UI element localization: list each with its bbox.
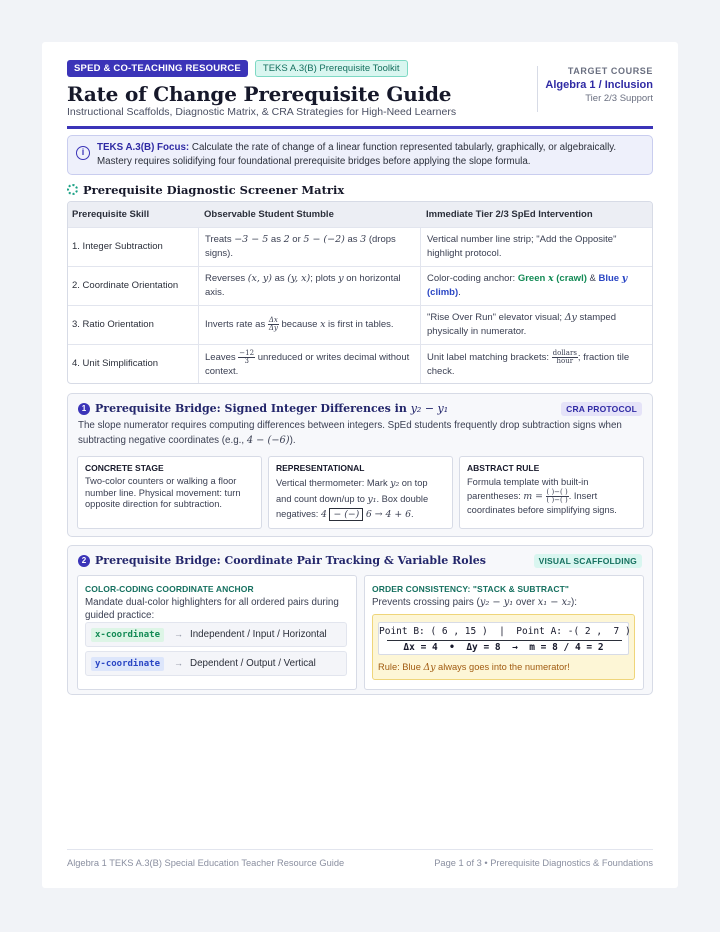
text: . Insert coordinates before simplifying signs. [467,490,617,515]
focus-body: Calculate the rate of change of a linear function represented tabularly, graphically, or algebraically. Mastery requires solidifying four foundational prerequisite bridges before applying the slope formula. [97,142,617,167]
numerator: dollars [552,349,577,357]
numerator: ( )−( ) [546,488,568,496]
text: Unit label matching brackets: [427,352,552,364]
target-label: TARGET COURSE [567,66,653,76]
math: 3 [360,234,367,245]
text: ; plots [310,273,339,284]
skill-cell: 3. Ratio Orientation [72,319,154,330]
table-row [68,305,652,344]
stumble-cell [198,267,420,305]
math: x₁ − x₂ [537,597,572,608]
step-number: 2 [78,555,90,567]
text: always goes into the numerator! [435,662,570,672]
target-course-block [537,66,653,112]
page-title: Rate of Change Prerequisite Guide [67,82,452,106]
text: because [278,319,321,331]
math: 6 → 4 + 6 [365,509,412,520]
intervention-cell [420,267,652,305]
denominator: 3 [244,357,249,365]
stumble-cell [198,306,420,344]
text: unreduced or writes decimal without context. [205,352,410,378]
blue-label: Blue [598,273,622,284]
denominator: hour [556,357,574,365]
text: & [586,273,599,284]
focus-label: TEKS A.3(B) Focus: [97,142,190,153]
text: Formula template with built-in parentheses: [467,477,589,501]
intervention-cell [420,345,652,383]
math: y₁ [367,493,377,505]
bridge-2-title [78,554,486,567]
bridge-2-card [67,545,653,695]
text: The slope numerator requires computing differences between integers. SpEd students frequently drop subtraction signs when subtracting negative coordinates (e.g., [78,420,622,446]
rule-note [378,662,570,673]
bridge-2-title-text: Prerequisite Bridge: Coordinate Pair Tracking & Variable Roles [95,554,486,567]
intervention-cell [420,306,652,344]
text: Treats [205,234,235,245]
blue-label: (climb) [427,287,459,298]
worked-example-box [372,614,635,680]
math: 2 [283,234,290,245]
denominator: ( )−( ) [546,496,568,504]
target-icon [67,184,78,195]
skill-cell: 2. Coordinate Orientation [72,280,179,291]
target-course: Algebra 1 / Inclusion [545,79,653,91]
matrix-header [68,202,652,227]
text: "Rise Over Run" elevator visual; [427,312,565,323]
fraction [546,489,569,504]
numerator: Δx [268,316,278,324]
stack-subtract-panel [364,575,644,690]
panel-body [372,597,577,610]
col-intervention: Immediate Tier 2/3 SpEd Intervention [426,209,593,220]
panel-heading: COLOR-CODING COORDINATE ANCHOR [85,584,254,594]
math: y₂ [390,478,400,489]
y-coordinate-label: Dependent / Output / Vertical [190,658,316,669]
bridge-1-title [78,402,448,415]
math: 5 − (−2) [303,234,345,245]
stumble-cell [198,228,420,266]
divider [387,640,622,641]
footer-right: Page 1 of 3 • Prerequisite Diagnostics & Foundations [434,858,653,868]
math: x [547,273,554,284]
footer-left: Algebra 1 TEKS A.3(B) Special Education Teacher Resource Guide [67,858,345,868]
teks-badge: TEKS A.3(B) Prerequisite Toolkit [255,60,408,77]
stacked-points [378,622,629,655]
focus-text [97,141,647,168]
col-skill: Prerequisite Skill [72,209,150,220]
math: x [320,319,326,331]
representational-stage-card [268,456,453,529]
text: Vertical thermometer: Mark [276,478,391,488]
x-coordinate-row [85,622,347,647]
table-row [68,344,652,383]
bridge-1-card [67,393,653,537]
denominator: Δy [268,324,278,332]
screener-title-text: Prerequisite Diagnostic Screener Matrix [83,183,345,197]
math: y [338,273,344,284]
text: or [289,234,304,245]
concrete-stage-card [77,456,262,529]
math: (x, y) [247,273,272,284]
screener-title [67,183,344,197]
bridge-1-description [78,419,644,448]
skill-cell: 4. Unit Simplification [72,358,159,369]
y-coordinate-row [85,651,347,676]
stage-heading: REPRESENTATIONAL [276,463,365,473]
screener-matrix [67,201,653,384]
col-stumble: Observable Student Stumble [204,209,334,220]
fraction [552,350,578,365]
title-math: y₂ − y₁ [410,402,449,415]
text: Rule: Blue [378,662,424,672]
abstract-rule-card [459,456,644,529]
math: y₂ − y₁ [479,597,514,608]
stage-body: Two-color counters or walking a floor number line. Physical movement: turn opposite direction for subtraction. [85,476,241,509]
text: is first in tables. [325,319,394,331]
green-label: Green [517,273,548,284]
text: over [513,597,538,608]
y-coordinate-chip: y-coordinate [91,657,164,671]
footer-divider [67,849,653,850]
numerator: −12 [239,349,255,357]
math: m = [523,490,543,502]
skill-cell: 1. Integer Subtraction [72,241,163,252]
math: 4 [320,509,327,520]
stage-body [467,476,636,517]
text: ; fraction tile check. [427,352,630,378]
slope-result-line: Δx = 4 • Δy = 8 → m = 8 / 4 = 2 [403,642,604,653]
stumble-cell [198,345,420,383]
fraction [268,317,279,332]
text: ): [571,597,578,608]
stage-heading: CONCRETE STAGE [85,463,164,473]
text: Prevents crossing pairs ( [372,597,480,608]
text: Reverses [205,273,248,284]
math: (y, x) [287,273,311,284]
stacked-points-line: Point B: ( 6 , 15 ) | Point A: -( 2 , 7 ) [379,626,631,637]
header [67,60,653,128]
cra-protocol-tag: CRA PROTOCOL [561,402,642,416]
text: Inverts rate as [205,319,268,331]
info-icon: i [76,146,90,160]
text: on horizontal axis. [205,273,401,298]
x-coordinate-label: Independent / Input / Horizontal [190,629,327,640]
stage-body [276,476,445,523]
x-coordinate-chip: x-coordinate [91,628,164,642]
math: −3 − 5 [234,234,269,245]
color-coding-panel [77,575,357,690]
intervention-cell: Vertical number line strip; "Add the Opposite" highlight protocol. [420,228,652,266]
text: ). [289,434,296,446]
page-subtitle: Instructional Scaffolds, Diagnostic Matrix, & CRA Strategies for High-Need Learners [67,106,457,118]
text: Color-coding anchor: [427,273,518,284]
text: as [268,234,284,245]
table-row [68,266,652,305]
math: 4 − (−6) [246,434,290,446]
text: stamped physically in numerator. [427,312,616,337]
panel-heading: ORDER CONSISTENCY: "STACK & SUBTRACT" [372,584,570,594]
step-number: 1 [78,403,90,415]
text: as [344,234,361,245]
target-support: Tier 2/3 Support [585,93,653,104]
math: Δy [564,312,577,323]
stage-heading: ABSTRACT RULE [467,463,540,473]
math: y [621,273,628,284]
table-row [68,227,652,266]
boxed-negative: − (−) [329,508,363,521]
text: Leaves [205,352,239,364]
text: (drops signs). [205,234,396,259]
arrow-right-icon: → [174,629,183,639]
text: on top and count down/up to [276,478,428,504]
text: . [458,287,461,298]
visual-scaffolding-tag: VISUAL SCAFFOLDING [534,554,642,568]
focus-callout [67,135,653,175]
math: Δy [423,662,436,673]
sped-badge: SPED & CO-TEACHING RESOURCE [67,60,248,77]
arrow-right-icon: → [174,658,183,668]
fraction [238,350,255,365]
text: . [411,509,414,519]
bridge-1-title-text: Prerequisite Bridge: Signed Integer Differences in [95,402,407,415]
header-rule [67,126,653,129]
page [42,42,678,888]
green-label: (crawl) [553,273,587,284]
text: . Box double negatives: [276,493,429,519]
panel-body: Mandate dual-color highlighters for all ordered pairs during guided practice: [85,597,339,621]
text: as [271,273,288,284]
